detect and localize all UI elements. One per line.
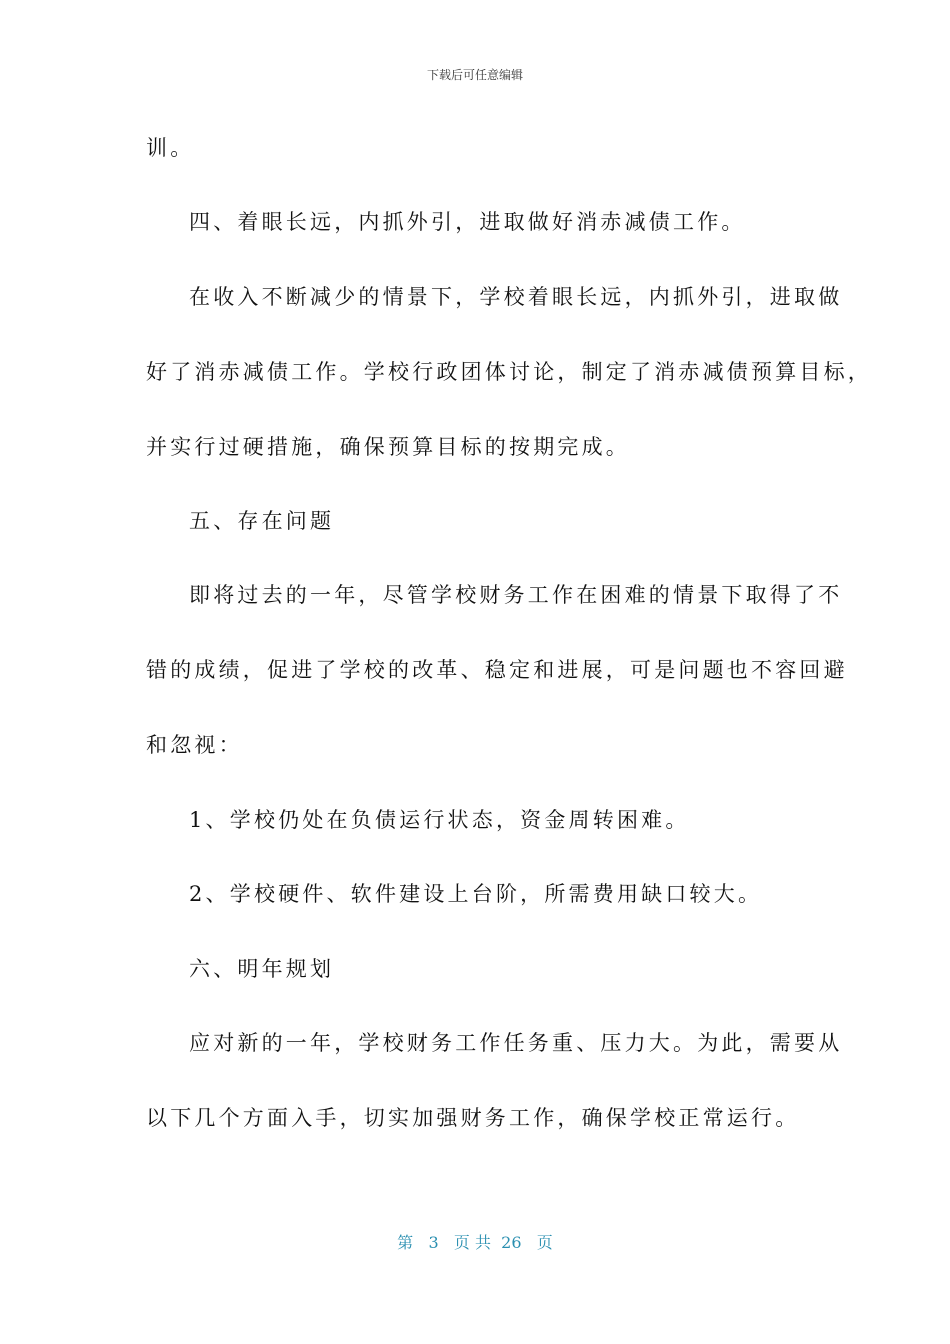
section-heading: 四、着眼长远，内抓外引，进取做好消赤减债工作。 — [189, 210, 746, 234]
paragraph-line: 并实行过硬措施，确保预算目标的按期完成。 — [146, 435, 630, 459]
section-heading: 五、存在问题 — [189, 509, 335, 533]
page-footer — [0, 1230, 950, 1253]
paragraph-line: 和忽视： — [146, 733, 243, 757]
footer-total-pages: 26 — [501, 1233, 522, 1252]
paragraph-line: 以下几个方面入手，切实加强财务工作，确保学校正常运行。 — [146, 1106, 800, 1130]
paragraph-line: 好了消赤减债工作。学校行政团体讨论，制定了消赤减债预算目标， — [146, 360, 872, 384]
list-item: 1、学校仍处在负债运行状态，资金周转困难。 — [189, 808, 690, 832]
footer-current-page: 3 — [428, 1233, 439, 1252]
list-item: 2、学校硬件、软件建设上台阶，所需费用缺口较大。 — [189, 882, 763, 906]
paragraph-line: 即将过去的一年，尽管学校财务工作在困难的情景下取得了不 — [189, 583, 843, 607]
paragraph-line: 在收入不断减少的情景下，学校着眼长远，内抓外引，进取做 — [189, 285, 843, 309]
page-header-note: 下载后可任意编辑 — [426, 68, 523, 82]
footer-suffix: 页 — [536, 1233, 553, 1252]
footer-middle: 页 共 — [453, 1233, 491, 1252]
footer-prefix: 第 — [397, 1233, 414, 1252]
paragraph-line: 应对新的一年，学校财务工作任务重、压力大。为此，需要从 — [189, 1031, 843, 1055]
paragraph-line: 训。 — [146, 136, 195, 160]
section-heading: 六、明年规划 — [189, 957, 335, 981]
paragraph-line: 错的成绩，促进了学校的改革、稳定和进展，可是问题也不容回避 — [146, 658, 848, 682]
